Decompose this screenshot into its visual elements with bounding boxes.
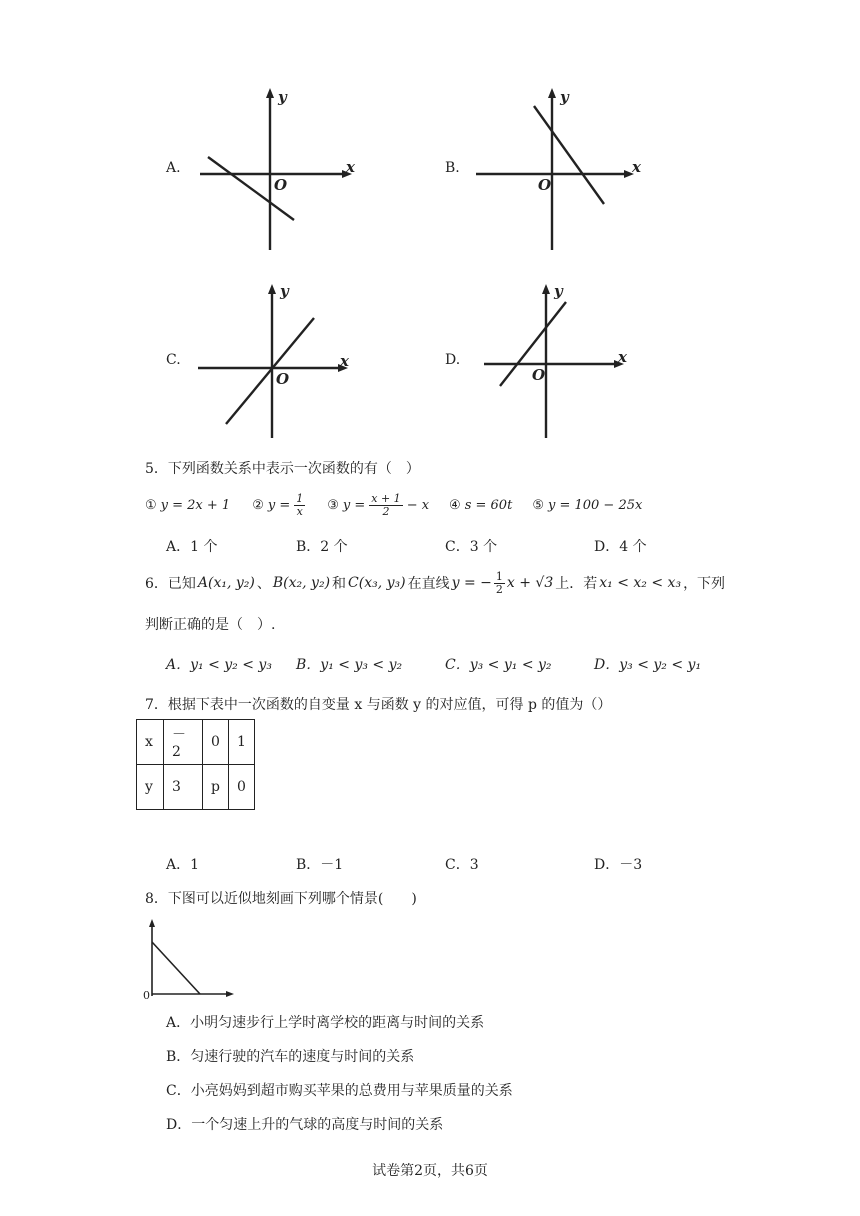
q5-stem: 5．下列函数关系中表示一次函数的有（ ） <box>145 461 420 477</box>
q8-graph <box>140 916 240 1004</box>
q4-c-origin-label: O <box>276 370 290 388</box>
q5-item3-lhs: y = <box>342 497 366 513</box>
q6-stem-a: 6．已知 <box>145 576 196 592</box>
q8-stem: 8．下图可以近似地刻画下列哪个情景( ) <box>145 891 417 907</box>
q5-item3-num: x + 1 <box>371 491 401 505</box>
q6-choice-c[interactable]: C．y₃ < y₁ < y₂ <box>445 657 552 673</box>
q4-graph-b <box>474 86 654 256</box>
q8-choice-d[interactable]: D．一个匀速上升的气球的高度与时间的关系 <box>166 1117 444 1133</box>
table-cell: 3 <box>164 765 203 810</box>
q4-a-y-label: y <box>278 88 287 106</box>
table-row <box>137 765 255 810</box>
q4-d-x-label: x <box>618 348 627 366</box>
q5-item1-expr: y = 2x + 1 <box>160 497 231 513</box>
q4-graph-c <box>196 282 366 442</box>
q4-b-x-label: x <box>632 158 641 176</box>
table-cell: 0 <box>203 720 229 765</box>
q7-choice-d[interactable]: D．－3 <box>594 857 643 873</box>
q6-stem-line1 <box>145 566 725 600</box>
q6-mid: 在直线 <box>407 576 450 592</box>
q5-item4-mark: ④ <box>449 497 461 513</box>
q5-choice-d[interactable]: D．4 个 <box>594 539 647 555</box>
q5-item2-lhs: y = <box>267 497 291 513</box>
q8-choice-c[interactable]: C．小亮妈妈到超市购买苹果的总费用与苹果质量的关系 <box>166 1083 513 1099</box>
q5-choice-c[interactable]: C．3 个 <box>445 539 498 555</box>
q6-line-lhs: y = − <box>451 575 492 591</box>
q7-value-table <box>136 719 255 810</box>
table-row <box>137 720 255 765</box>
q4-a-origin-label: O <box>274 176 288 194</box>
table-cell: －2 <box>164 720 203 765</box>
table-cell: 1 <box>228 720 254 765</box>
q4-option-d-label: D. <box>445 352 461 368</box>
q5-item2-fraction <box>294 493 305 518</box>
q4-a-x-label: x <box>346 158 355 176</box>
q4-option-a-label: A. <box>166 160 181 176</box>
q6-point-b: B(x₂, y₂) <box>272 575 331 591</box>
q6-choice-a[interactable]: A．y₁ < y₂ < y₃ <box>166 657 272 673</box>
table-cell: x <box>137 720 164 765</box>
q6-tail2: ，下列 <box>683 576 726 592</box>
q5-item2-den: x <box>296 504 303 518</box>
q6-point-a: A(x₁, y₂) <box>197 575 255 591</box>
q7-choice-b[interactable]: B．－1 <box>296 857 344 873</box>
q6-choice-b[interactable]: B．y₁ < y₃ < y₂ <box>296 657 403 673</box>
q4-option-b-label: B. <box>445 160 460 176</box>
q7-choice-c[interactable]: C．3 <box>445 857 479 873</box>
q4-option-c-label: C. <box>166 352 181 368</box>
q5-items <box>145 488 642 522</box>
q4-d-y-label: y <box>554 282 563 300</box>
q5-choice-a[interactable]: A．1 个 <box>166 539 218 555</box>
q6-tail: 上．若 <box>555 576 598 592</box>
q6-line-fraction <box>494 571 505 596</box>
q4-b-y-label: y <box>560 88 569 106</box>
table-cell: 0 <box>228 765 254 810</box>
q8-origin-label: 0 <box>143 989 150 1002</box>
q5-item5-expr: y = 100 − 25x <box>547 497 643 513</box>
q8-choice-a[interactable]: A．小明匀速步行上学时离学校的距离与时间的关系 <box>166 1015 485 1031</box>
q6-condition: x₁ < x₂ < x₃ <box>599 575 682 591</box>
q5-item3-fraction <box>369 493 402 518</box>
q5-item3-rest: − x <box>406 497 430 513</box>
q4-d-origin-label: O <box>532 366 546 384</box>
q8-choice-b[interactable]: B．匀速行驶的汽车的速度与时间的关系 <box>166 1049 415 1065</box>
q4-b-origin-label: O <box>538 176 552 194</box>
q5-item2-mark: ② <box>252 497 264 513</box>
q5-choice-b[interactable]: B．2 个 <box>296 539 348 555</box>
q5-item3-mark: ③ <box>327 497 339 513</box>
q7-stem: 7．根据下表中一次函数的自变量 x 与函数 y 的对应值，可得 p 的值为（） <box>145 697 612 713</box>
q6-stem-line2: 判断正确的是（ ）. <box>145 617 276 633</box>
q6-point-c: C(x₃, y₃) <box>348 575 406 591</box>
q4-c-y-label: y <box>280 282 289 300</box>
q7-choice-a[interactable]: A．1 <box>166 857 200 873</box>
q5-item5-mark: ⑤ <box>532 497 544 513</box>
q4-c-x-label: x <box>340 352 349 370</box>
q5-item3-den: 2 <box>382 504 390 518</box>
q6-sep2: 和 <box>332 576 347 592</box>
q6-line-rest: x + √3 <box>506 575 554 591</box>
page-footer: 试卷第2页，共6页 <box>372 1163 488 1179</box>
q6-line-num: 1 <box>495 569 503 583</box>
table-cell: p <box>203 765 229 810</box>
q4-graph-a <box>196 86 366 256</box>
q6-sep1: 、 <box>256 576 271 592</box>
table-cell: y <box>137 765 164 810</box>
q5-item4-expr: s = 60t <box>464 497 513 513</box>
q6-choice-d[interactable]: D．y₃ < y₂ < y₁ <box>594 657 702 673</box>
q4-graph-d <box>482 282 642 442</box>
q5-item2-num: 1 <box>296 491 304 505</box>
q6-line-den: 2 <box>495 582 503 596</box>
q5-item1-mark: ① <box>145 497 157 513</box>
